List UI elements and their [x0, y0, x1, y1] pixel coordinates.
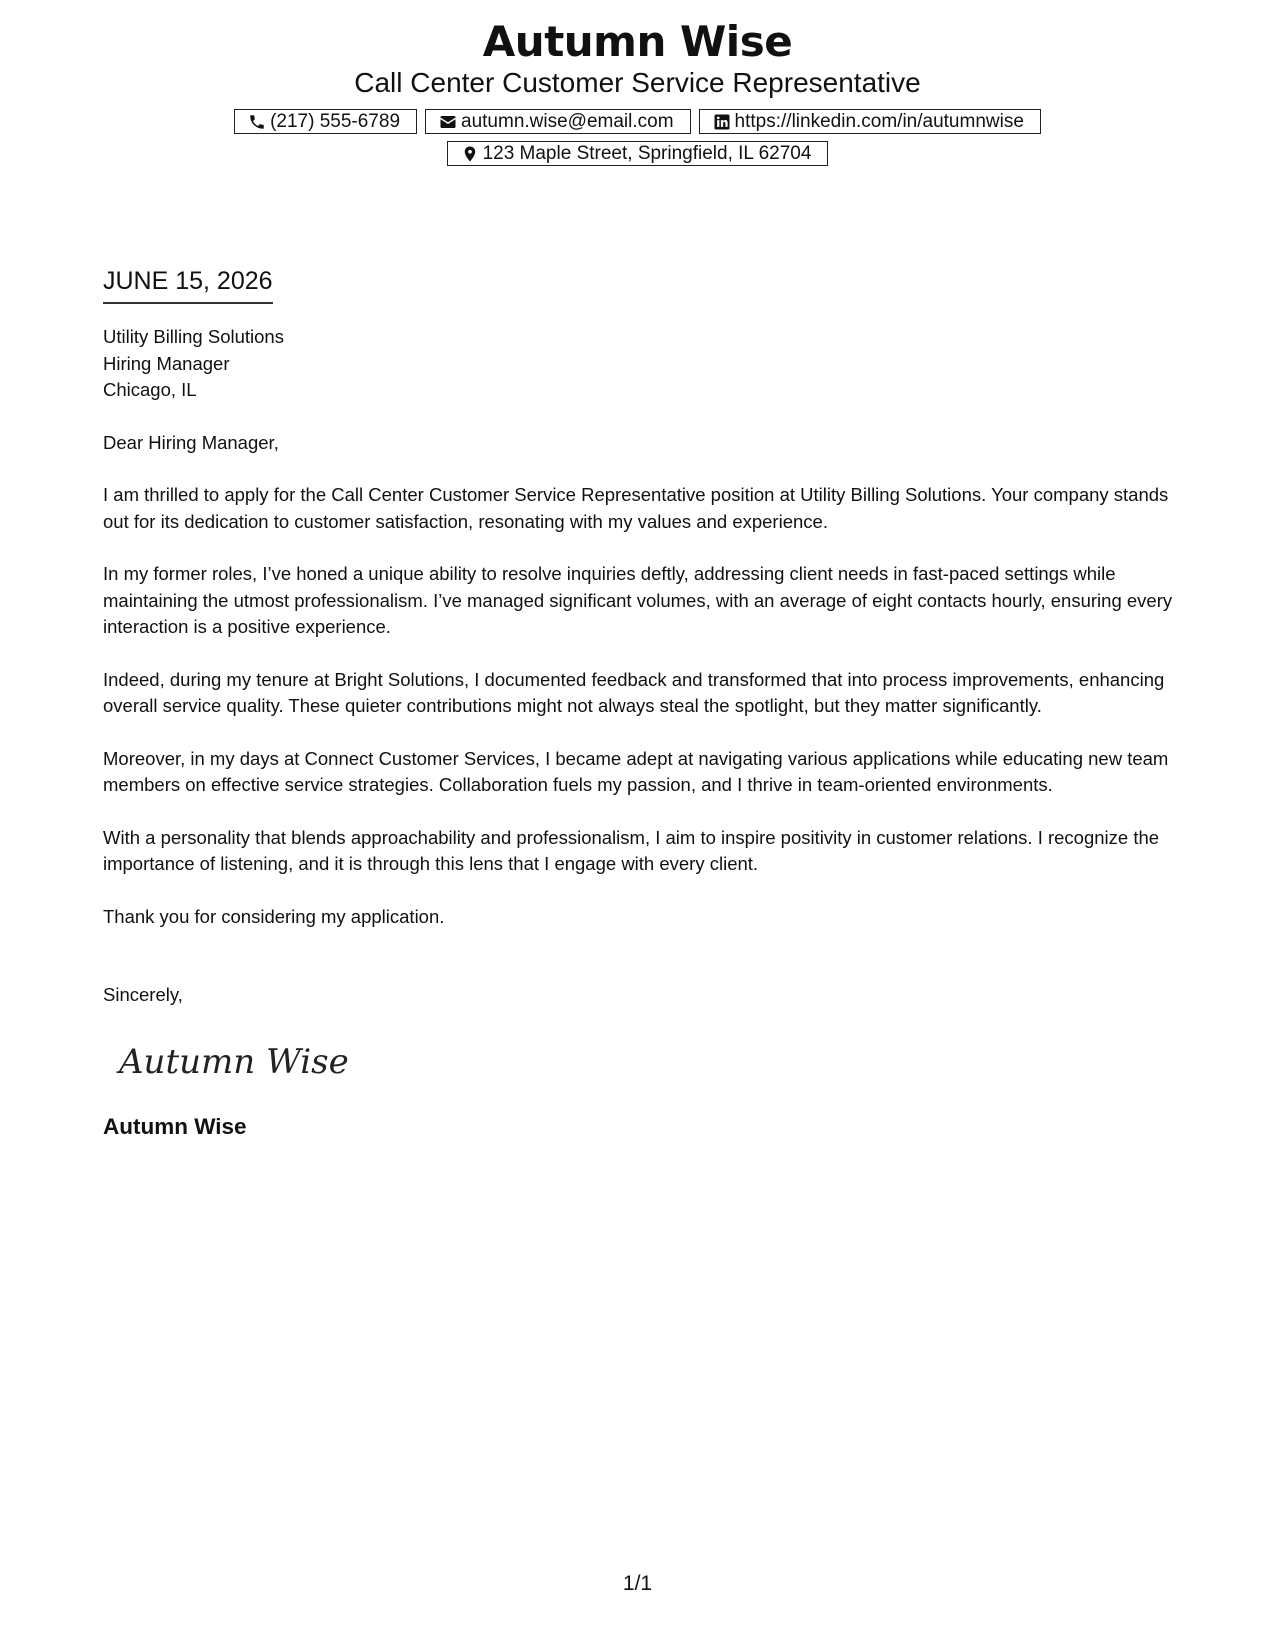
applicant-name: Autumn Wise	[482, 17, 793, 66]
linkedin-icon	[713, 113, 731, 131]
salutation: Dear Hiring Manager,	[103, 431, 279, 453]
linkedin-chip	[699, 109, 1041, 134]
page-number: 1/1	[622, 1572, 653, 1595]
map-marker-icon	[461, 145, 479, 163]
body-paragraph: With a personality that blends approachability and professionalism, I aim to inspire positivity in customer relations. I recognize the importance of listening, and it is through this lens that I engage with every client.	[103, 826, 1160, 874]
handwritten-signature	[115, 1033, 355, 1089]
letter-body	[103, 266, 1183, 1141]
phone-icon	[248, 113, 266, 131]
body-paragraph: Moreover, in my days at Connect Customer Services, I became adept at navigating various applications while educating new team members on effective service strategies. Collaboration fuels my passion, and I thrive in team-oriented environments.	[103, 747, 1169, 795]
email-address: autumn.wise@email.com	[461, 111, 674, 133]
envelope-icon	[439, 113, 457, 131]
svg-text:Autumn Wise: Autumn Wise	[119, 1041, 349, 1082]
email-chip	[425, 109, 691, 134]
recipient-block	[103, 324, 1183, 404]
body-paragraph: I am thrilled to apply for the Call Center Customer Service Representative position at Utility Billing Solutions. Your company stands out for its dedication to customer satisfaction, resonating with my values and experience.	[103, 484, 1169, 532]
phone-chip	[234, 109, 417, 134]
contact-row	[0, 109, 1275, 134]
recipient-role: Hiring Manager	[103, 352, 230, 374]
thank-you-line: Thank you for considering my application.	[103, 905, 445, 927]
job-title: Call Center Customer Service Representative	[354, 67, 921, 99]
body-paragraph: Indeed, during my tenure at Bright Solutions, I documented feedback and transformed that into process improvements, enhancing overall service quality. These quieter contributions might not always steal the spotlight, but they matter significantly.	[103, 668, 1165, 716]
letter-header	[0, 18, 1275, 166]
recipient-location: Chicago, IL	[103, 379, 197, 400]
closing: Sincerely,	[103, 984, 183, 1005]
letter-date: JUNE 15, 2026	[103, 266, 273, 304]
linkedin-url: https://linkedin.com/in/autumnwise	[734, 111, 1024, 133]
street-address: 123 Maple Street, Springfield, IL 62704	[482, 143, 812, 165]
recipient-company: Utility Billing Solutions	[103, 326, 284, 347]
contact-row-address	[0, 141, 1275, 166]
address-chip	[447, 141, 829, 166]
body-paragraph: In my former roles, I’ve honed a unique ability to resolve inquiries deftly, addressing client needs in fast-paced settings while maintaining the utmost professionalism. I’ve managed significant volumes, with an average of eight contacts hourly, ensuring every interaction is a positive experience.	[103, 563, 1173, 637]
signoff-name: Autumn Wise	[103, 1114, 247, 1139]
phone-number: (217) 555-6789	[270, 111, 401, 133]
